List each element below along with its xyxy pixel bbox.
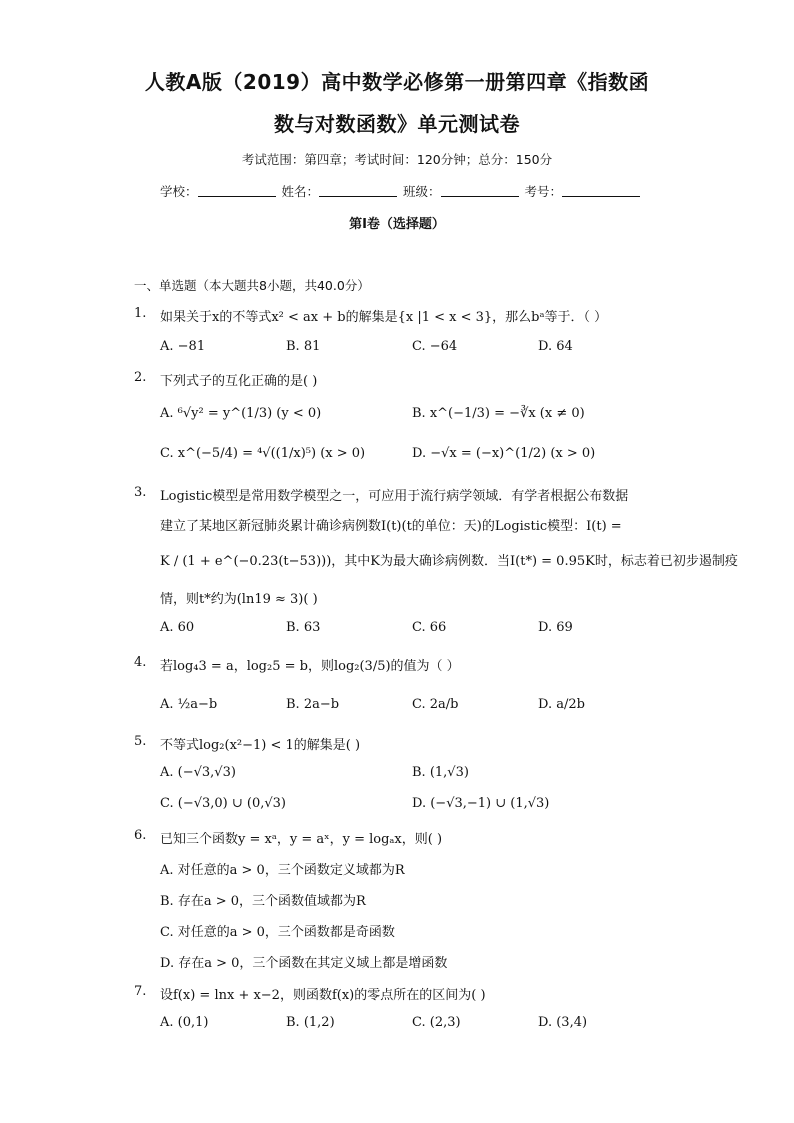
question-stem-line4: 情，则t*约为(ln19 ≈ 3)( ) [160, 592, 318, 607]
question-number: 5. [134, 734, 147, 749]
option-b: B. (1,√3) [412, 765, 469, 780]
exam-title-line1: 人教A版（2019）高中数学必修第一册第四章《指数函 [144, 70, 650, 94]
question-number: 2. [134, 370, 147, 385]
question-number: 4. [134, 655, 147, 670]
option-a: A. −81 [160, 339, 206, 354]
class-label: 班级： [403, 184, 441, 199]
question-stem: 已知三个函数y = xᵃ，y = aˣ，y = logₐx，则( ) [160, 832, 443, 847]
option-c: C. −64 [412, 339, 458, 354]
exam-info: 考试范围：第四章；考试时间：120分钟；总分：150分 [241, 152, 553, 167]
name-label: 姓名： [281, 184, 320, 199]
option-c: C. x^(−5/4) = ⁴√((1/x)⁵) (x > 0) [160, 446, 366, 461]
question-stem-line2: 建立了某地区新冠肺炎累计确诊病例数I(t)(t的单位：天)的Logistic模型：I(t) = [160, 519, 622, 534]
question-stem-line3: K / (1 + e^(−0.23(t−53)))，其中K为最大确诊病例数．当I(t*) = 0.95K时，标志着已初步遏制疫 [160, 554, 738, 569]
option-b: B. 81 [286, 339, 321, 354]
option-c: C. 2a/b [412, 697, 459, 712]
class-blank [441, 183, 519, 197]
exam-number-label: 考号： [524, 184, 563, 199]
question-stem: 下列式子的互化正确的是( ) [160, 374, 318, 389]
question-stem: 设f(x) = lnx + x−2，则函数f(x)的零点所在的区间为( ) [160, 988, 486, 1003]
option-b: B. x^(−1/3) = −∛x (x ≠ 0) [412, 406, 585, 421]
option-c: C. 对任意的a > 0，三个函数都是奇函数 [160, 925, 395, 940]
option-c: C. (−√3,0) ∪ (0,√3) [160, 796, 287, 811]
option-a: A. (−√3,√3) [160, 765, 236, 780]
name-blank [319, 183, 397, 197]
exam-number-blank [562, 183, 640, 197]
question-stem: 不等式log₂(x²−1) < 1的解集是( ) [160, 738, 361, 753]
question-stem: 如果关于x的不等式x² < ax + b的解集是{x |1 < x < 3}，那么bᵃ等于．（ ） [160, 310, 608, 325]
option-a: A. ⁶√y² = y^(1/3) (y < 0) [160, 406, 322, 421]
option-a: A. (0,1) [160, 1015, 209, 1030]
option-d: D. 存在a > 0，三个函数在其定义域上都是增函数 [160, 956, 448, 971]
option-a: A. 对任意的a > 0，三个函数定义域都为R [160, 863, 405, 878]
volume-heading: 第I卷（选择题） [349, 217, 445, 232]
school-label: 学校： [160, 184, 198, 199]
student-info-fields [160, 182, 640, 200]
exam-title-line2: 数与对数函数》单元测试卷 [274, 112, 520, 136]
option-c: C. (2,3) [412, 1015, 461, 1030]
option-b: B. 2a−b [286, 697, 340, 712]
question-number: 7. [134, 984, 147, 999]
option-d: D. 64 [538, 339, 573, 354]
option-d: D. a/2b [538, 697, 585, 712]
question-stem-line1: Logistic模型是常用数学模型之一，可应用于流行病学领域．有学者根据公布数据 [160, 489, 629, 504]
section-title: 一、单选题（本大题共8小题，共40.0分） [134, 278, 370, 293]
question-number: 3. [134, 485, 147, 500]
option-b: B. (1,2) [286, 1015, 335, 1030]
school-blank [198, 183, 276, 197]
option-d: D. (−√3,−1) ∪ (1,√3) [412, 796, 550, 811]
option-c: C. 66 [412, 620, 447, 635]
question-number: 1. [134, 306, 147, 321]
question-stem: 若log₄3 = a，log₂5 = b，则log₂(3/5)的值为（ ） [160, 659, 460, 674]
question-number: 6. [134, 828, 147, 843]
option-d: D. 69 [538, 620, 573, 635]
option-d: D. −√x = (−x)^(1/2) (x > 0) [412, 446, 596, 461]
option-d: D. (3,4) [538, 1015, 588, 1030]
option-a: A. 60 [160, 620, 195, 635]
option-b: B. 存在a > 0，三个函数值域都为R [160, 894, 366, 909]
option-a: A. ½a−b [160, 697, 218, 712]
option-b: B. 63 [286, 620, 321, 635]
